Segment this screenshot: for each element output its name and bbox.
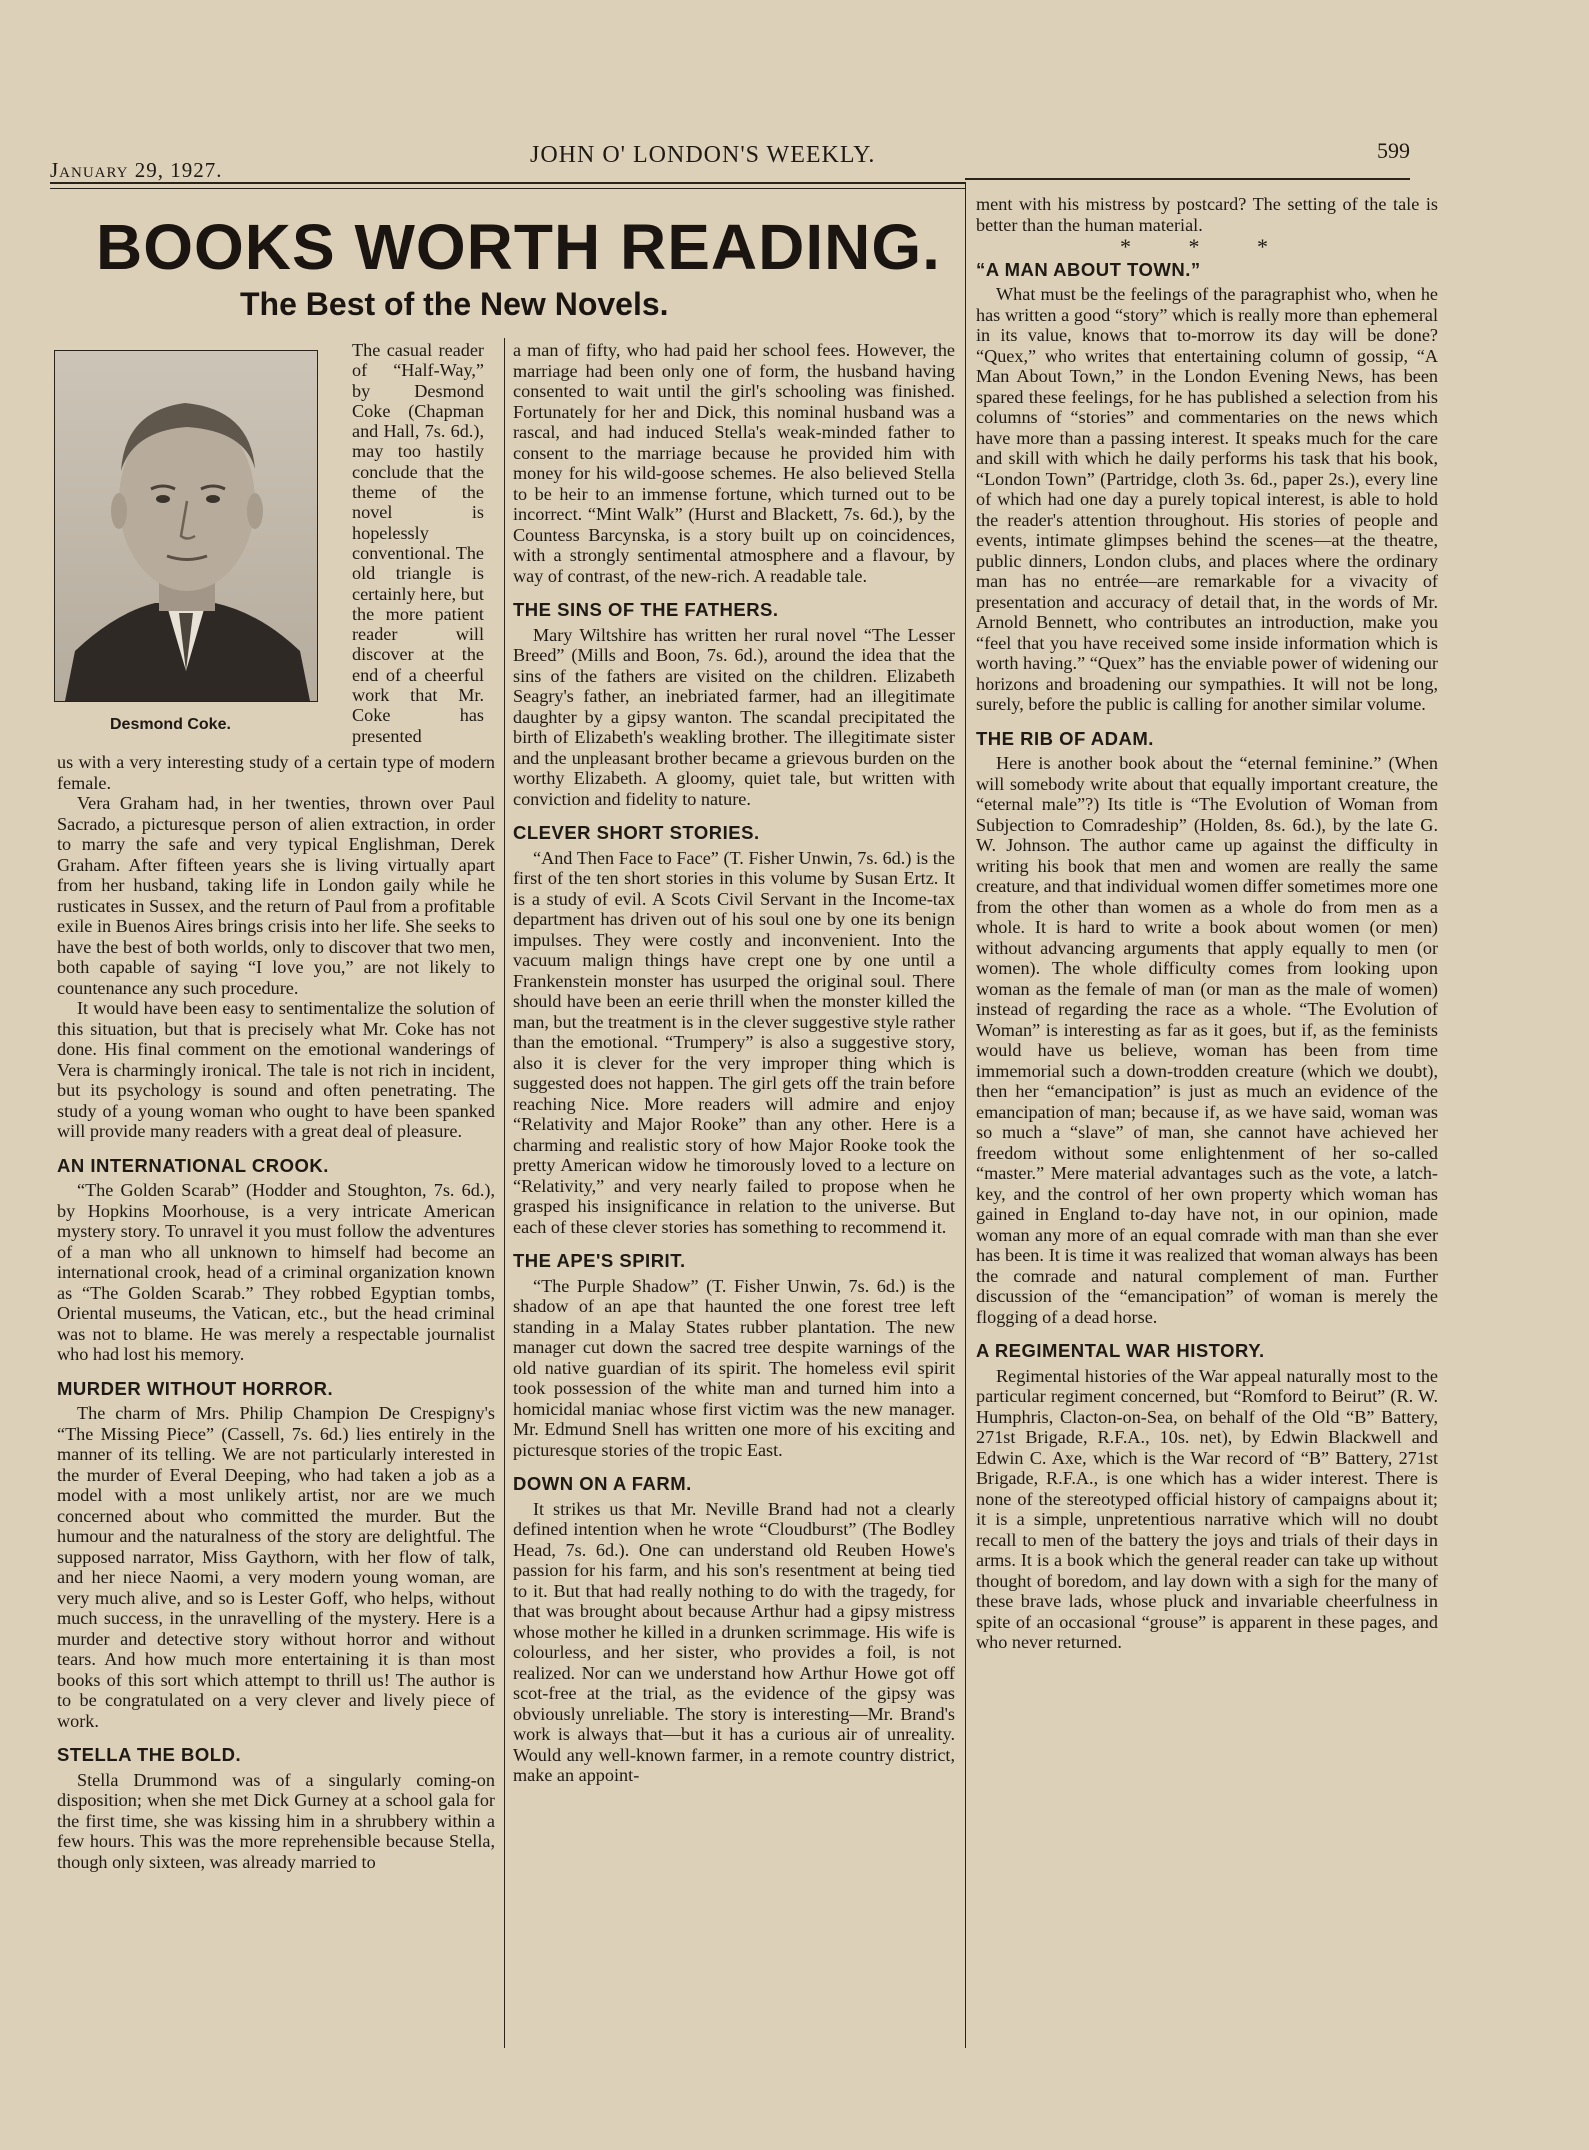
column-divider [504,338,505,2048]
article-paragraph: Stella Drummond was of a singularly coming-on disposition; when she met Dick Gurney at a school gala for the first time, she was kissing him in a shrubbery within a few hours. This was the more reprehensible because Stella, though only sixteen, was already married to [57,1769,495,1872]
section-heading: MURDER WITHOUT HORROR. [57,1377,334,1399]
portrait-photo [54,350,318,702]
issue-date: January 29, 1927. [50,158,223,182]
article-paragraph: What must be the feelings of the paragraphist who, when he has written a good “story” which is really more than ephemeral in its value, knows that to-morrow its day will be done? “Quex,” who writes that entertaining column of gossip, “A Man About Town,” in the London Evening News, has been spared these feelings, for he has published a selection from his columns of “stories” and commentaries on the news which have more than a passing interest. It speaks much for the care and skill with which he daily performs his task that his book, “London Town” (Partridge, cloth 3s. 6d., paper 2s.), every line of which had one day a purely topical interest, is able to hold the reader's attention throughout. His stories of people and events, intimate glimpses behind the scenes—at the theatre, public dinners, London clubs, and places where the ordinary man has no entrée—are remarkable for a vivacity of presentation and accuracy of detail that, in the words of Mr. Arnold Bennett, who contributes an introduction, make you “feel that you have received some inside information which is worth having.” “Quex” has the enviable power of widening our horizons and broadening our sympathies. It will not be long, surely, before the public is calling for another similar volume. [976,284,1438,714]
column-3 [976,194,1438,1653]
header-rule [50,182,965,184]
section-heading: STELLA THE BOLD. [57,1744,242,1765]
header-rule-thin [50,188,965,189]
column-2 [513,340,955,1786]
column-1 [57,752,495,1872]
masthead: JOHN O' LONDON'S WEEKLY. [530,142,876,168]
article-paragraph: Regimental histories of the War appeal naturally most to the particular regiment concerned, but “Romford to Beirut” (R. W. Humphris, Clacton-on-Sea, on behalf of the Old “B” Battery, 271st Brigade, R.F.A., 10s. net), by Edwin Blackwell and Edwin C. Axe, which is the War record of “B” Battery, 271st Brigade, R.F.A., is one which has a wider interest. There is none of the stereotyped official history of campaigns about it; it is a simple, unpretentious narrative which will no doubt recall to men of the battery the joys and trials of their days in arms. It is a book which the general reader can take up without thought of boredom, and lay down with a sigh for the many of these brave lads, whose pluck and invariable cheerfulness in spite of an occasional “grouse” is apparent in these pages, and who never returned. [976,1365,1438,1652]
section-heading: A REGIMENTAL WAR HISTORY. [976,1340,1265,1361]
page-header [50,134,1470,182]
article-paragraph: us with a very interesting study of a certain type of modern female. [57,752,495,793]
section-heading: AN INTERNATIONAL CROOK. [57,1154,329,1176]
page-subtitle: The Best of the New Novels. [240,286,669,322]
article-paragraph: It strikes us that Mr. Neville Brand had not a clearly defined intention when he wrote “Cloudburst” (The Bodley Head, 7s. 6d.). One can understand old Reuben Howe's passion for his farm, and his son's resentment at being tied to it. But that had really nothing to do with the tragedy, for that was brought about because Arthur had a gipsy mistress whose mother he killed in a drunken scrimmage. His wife is colourless, and her sister, who provides a foil, is not realized. Nor can we understand how Arthur Howe got off scot-free at the trial, as the evidence of the gipsy was obviously unreliable. The story is interesting—Mr. Brand's work is always that—but it has a curious air of unreality. Would any well-known farmer, in a remote country district, make an appoint- [513,1498,955,1785]
intro-paragraph: The casual reader of “Half-Way,” by Desmond Coke (Chapman and Hall, 7s. 6d.), may too hastily conclude that the theme of the novel is hopelessly conventional. The old triangle is certainly here, but the more patient reader will discover at the end of a cheerful work that Mr. Coke has presented [352,340,484,746]
article-paragraph: Mary Wiltshire has written her rural novel “The Lesser Breed” (Mills and Boon, 7s. 6d.), around the idea that the sins of the fathers are visited on the children. Elizabeth Seagry's father, an inebriated farmer, had an illegitimate daughter by a gipsy wanton. The scandal precipitated the birth of Elizabeth's weakling brother. The illegitimate sister and the unpleasant brother became a grievous burden on the worthy Elizabeth. A gloomy, quiet tale, but written with conviction and fidelity to nature. [513,624,955,809]
section-heading: THE APE'S SPIRIT. [513,1250,686,1271]
article-paragraph: The charm of Mrs. Philip Champion De Crespigny's “The Missing Piece” (Cassell, 7s. 6d.) lies entirely in the manner of its telling. We are not particularly interested in the murder of Everal Deeping, who had taken a job as a model with a most unlikely artist, nor are we much concerned about who committed the murder. But the humour and the naturalness of the story are delightful. The supposed narrator, Miss Gaythorn, with her flow of talk, and her niece Naomi, a very modern young woman, are very much alive, and so is Lester Goff, who helps, without much success, in the unravelling of the mystery. Here is a murder and detective story without horror and without tears. And how much more entertaining it is than most books of this sort which attempt to thrill us! The author is to be congratulated on a very clever and lively piece of work. [57,1403,495,1731]
article-paragraph: It would have been easy to sentimentalize the solution of this situation, but that is precisely what Mr. Coke has not done. His final comment on the emotional wanderings of Vera is charmingly ironical. The tale is not rich in incident, but its psychology is sound and often penetrating. The study of a young woman who ought to have been spanked will provide many readers with a great deal of pleasure. [57,998,495,1141]
column-divider [965,182,966,2048]
intro-side-text [352,340,484,746]
article-paragraph: Vera Graham had, in her twenties, thrown over Paul Sacrado, a picturesque person of alien extraction, in order to marry the safe and very typical Englishman, Derek Graham. After fifteen years she is living virtually apart from her husband, taking life in London gaily while he rusticates in Sussex, and the return of Paul from a profitable exile in Buenos Aires brings crisis into her life. She seeks to have the best of both worlds, only to discover that two men, both capable of saying “I love you,” are not likely to countenance any such procedure. [57,793,495,998]
article-paragraph: ment with his mistress by postcard? The setting of the tale is better than the human material. [976,194,1438,235]
page-number: 599 [1377,138,1410,163]
article-paragraph: Here is another book about the “eternal feminine.” (When will somebody write about that equally important creature, the “eternal male”?) Its title is “The Evolution of Woman from Subjection to Comradeship” (Holden, 8s. 6d.), by the late G. W. Johnson. The author came up against the difficulty in writing his book that men and women are really the same creature, and that individual women differ sometimes more one from the other than women as a whole do from men as a whole. It is hard to write a book about women (or men) without advancing arguments that apply equally to men (or women). The whole difficulty comes from looking upon woman as the female of man (or man as the male of women) instead of regarding the race as a whole. “The Evolution of Woman” is interesting as far as it goes, but if, as the feminists would have us believe, woman has been from time immemorial such a down-trodden creature (which we doubt), then her “emancipation” is just as much an evidence of the emancipation of man; because if, as we have said, woman was so much a “slave” of man, she cannot have achieved her freedom without some enlightenment of her so-called “master.” Mere material advantages such as the vote, a latch-key, and the control of her own property which woman has gained in England to-day have not, in our opinion, made woman any more of an equal comrade with man than she ever has been. It is time it was realized that woman always has been the comrade and natural complement of man. Further discussion of the “emancipation” of woman is merely the flogging of a dead horse. [976,753,1438,1327]
section-heading: DOWN ON A FARM. [513,1473,692,1494]
section-heading: THE SINS OF THE FATHERS. [513,599,779,620]
article-paragraph: “The Purple Shadow” (T. Fisher Unwin, 7s. 6d.) is the shadow of an ape that haunted the one forest tree left standing in a Malay States rubber plantation. The new manager cut down the sacred tree despite warnings of the old native guardian of its spirit. The homeless evil spirit took possession of the white man and turned him into a homicidal maniac whose first victim was the new manager. Mr. Edmund Snell has written one more of his exciting and picturesque stories of the tropic East. [513,1275,955,1460]
article-paragraph: a man of fifty, who had paid her school fees. However, the marriage had been only one of form, the husband having consented to wait until the girl's schooling was finished. Fortunately for her and Dick, this nominal husband was a rascal, and had induced Stella's weak-minded father to consent to the marriage because he provided him with money for his wild-goose schemes. He also believed Stella to be heir to an immense fortune, which turned out to be incorrect. “Mint Walk” (Hurst and Blackett, 7s. 6d.), by the Countess Barcynska, is a story built up on coincidences, with a strongly sentimental atmosphere and a flavour, by way of contrast, of the new-rich. A readable tale. [513,340,955,586]
section-heading: “A MAN ABOUT TOWN.” [976,258,1201,280]
section-separator: * * * [1120,234,1294,259]
article-paragraph: “The Golden Scarab” (Hodder and Stoughton, 7s. 6d.), by Hopkins Moorhouse, is a very intricate American mystery story. To unravel it you must follow the adventures of a man who all unknown to himself had become an international crook, head of a criminal organization known as “The Golden Scarab.” They robbed Egyptian tombs, Oriental museums, the Vatican, etc., but the head criminal was not to blame. He was merely a respectable journalist who had lost his memory. [57,1180,495,1364]
photo-caption: Desmond Coke. [110,716,231,733]
header-rule-right [965,178,1410,180]
section-heading: THE RIB OF ADAM. [976,727,1154,749]
portrait-photo-icon [55,351,317,701]
section-heading: CLEVER SHORT STORIES. [513,822,760,843]
page-title: BOOKS WORTH READING. [96,211,941,283]
article-paragraph: “And Then Face to Face” (T. Fisher Unwin, 7s. 6d.) is the first of the ten short stories in this volume by Susan Ertz. It is a study of evil. A Scots Civil Servant in the Income-tax department has driven out of his soul one by one its benign impulses. They were costly and inconvenient. Into the vacuum malign things have crept one by one until a Frankenstein monster has usurped the original soul. There should have been an eerie thrill when the monster killed the man, but the treatment is in the clever suggestive style rather than the emotional. “Trumpery” is also a suggestive story, also it is clever for the very improper thing which is suggested does not happen. The girl gets off the train before reaching Nice. More readers will admire and enjoy “Relativity and Major Rooke” than any other. Here is a charming and realistic story of how Major Rooke took the pretty American widow he timorously loved to a lecture on “Relativity,” and very nearly failed to propose when he grasped his insignificance in relation to the universe. But each of these clever stories has something to recommend it. [513,847,955,1237]
